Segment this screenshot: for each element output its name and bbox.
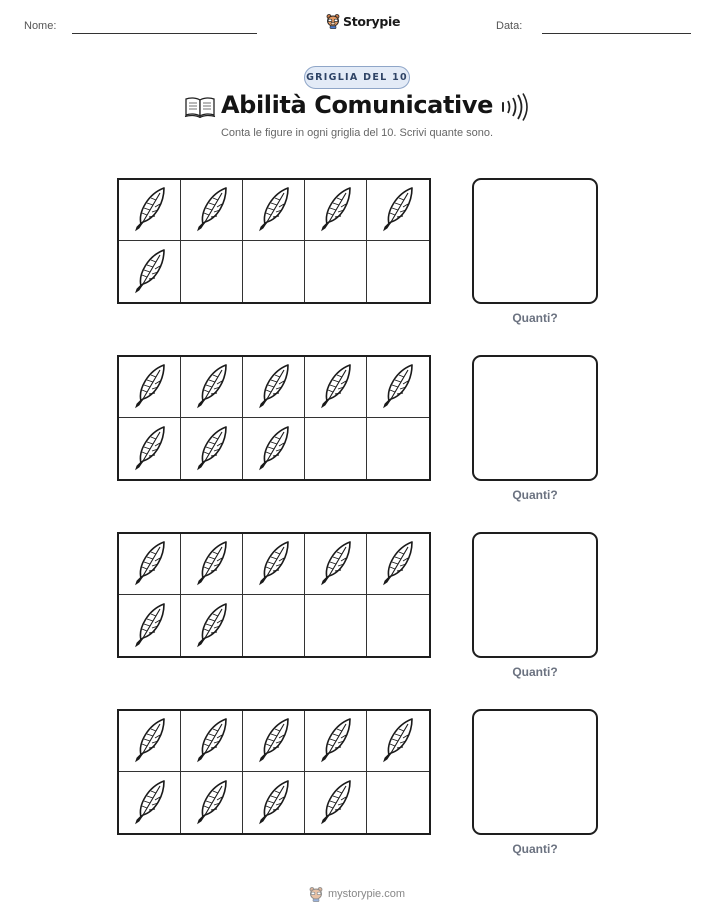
ten-frame bbox=[117, 532, 431, 658]
quill-pen-icon bbox=[130, 777, 170, 829]
quill-pen-icon bbox=[316, 538, 356, 590]
ten-frame bbox=[117, 355, 431, 481]
date-label: Data: bbox=[496, 20, 523, 32]
ten-frame-cell bbox=[305, 534, 367, 595]
quill-pen-icon bbox=[316, 715, 356, 767]
quill-pen-icon bbox=[130, 184, 170, 236]
footer-url: mystorypie.com bbox=[328, 888, 406, 900]
page-title: Abilità Comunicative bbox=[220, 91, 493, 119]
storypie-mascot-icon bbox=[308, 886, 324, 902]
quill-pen-icon bbox=[192, 777, 232, 829]
quill-pen-icon bbox=[130, 600, 170, 652]
quill-pen-icon bbox=[254, 361, 294, 413]
ten-frame-cell bbox=[367, 357, 429, 418]
ten-frame-cell bbox=[119, 595, 181, 656]
quill-pen-icon bbox=[192, 538, 232, 590]
ten-frame-cell bbox=[305, 180, 367, 241]
quill-pen-icon bbox=[254, 423, 294, 475]
quill-pen-icon bbox=[130, 361, 170, 413]
quill-pen-icon bbox=[130, 246, 170, 298]
answer-label: Quanti? bbox=[512, 665, 558, 679]
ten-frame bbox=[117, 709, 431, 835]
quill-pen-icon bbox=[378, 184, 418, 236]
quill-pen-icon bbox=[130, 423, 170, 475]
ten-frame-cell bbox=[243, 357, 305, 418]
ten-frame-cell bbox=[181, 418, 243, 479]
quill-pen-icon bbox=[192, 361, 232, 413]
ten-frame-cell bbox=[181, 772, 243, 833]
ten-frame-cell bbox=[119, 357, 181, 418]
ten-frame-cell bbox=[367, 772, 429, 833]
ten-frame-cell bbox=[305, 711, 367, 772]
ten-frame-cell bbox=[119, 180, 181, 241]
ten-frame-cell bbox=[243, 418, 305, 479]
quill-pen-icon bbox=[254, 715, 294, 767]
ten-frame-cell bbox=[119, 772, 181, 833]
ten-frame-cell bbox=[305, 418, 367, 479]
answer-box[interactable] bbox=[472, 709, 598, 835]
quill-pen-icon bbox=[192, 715, 232, 767]
quill-pen-icon bbox=[192, 423, 232, 475]
ten-frame-cell bbox=[367, 241, 429, 302]
ten-frame bbox=[117, 178, 431, 304]
ten-frame-cell bbox=[305, 241, 367, 302]
answer-box[interactable] bbox=[472, 355, 598, 481]
ten-frame-cell bbox=[119, 711, 181, 772]
quill-pen-icon bbox=[378, 538, 418, 590]
ten-frame-cell bbox=[243, 241, 305, 302]
ten-frame-cell bbox=[181, 534, 243, 595]
answer-label: Quanti? bbox=[512, 488, 558, 502]
quill-pen-icon bbox=[192, 184, 232, 236]
ten-frame-cell bbox=[181, 595, 243, 656]
quill-pen-icon bbox=[316, 361, 356, 413]
name-label: Nome: bbox=[24, 20, 57, 32]
brand-name: Storypie bbox=[343, 13, 401, 29]
quill-pen-icon bbox=[254, 777, 294, 829]
ten-frame-cell bbox=[119, 534, 181, 595]
ten-frame-cell bbox=[367, 595, 429, 656]
ten-frame-cell bbox=[181, 180, 243, 241]
ten-frame-cell bbox=[243, 180, 305, 241]
ten-frame-cell bbox=[181, 357, 243, 418]
ten-frame-cell bbox=[367, 180, 429, 241]
quill-pen-icon bbox=[378, 361, 418, 413]
answer-label: Quanti? bbox=[512, 311, 558, 325]
answer-label: Quanti? bbox=[512, 842, 558, 856]
ten-frame-cell bbox=[367, 534, 429, 595]
ten-frame-cell bbox=[181, 241, 243, 302]
answer-box[interactable] bbox=[472, 178, 598, 304]
ten-frame-cell bbox=[305, 595, 367, 656]
answer-box[interactable] bbox=[472, 532, 598, 658]
quill-pen-icon bbox=[192, 600, 232, 652]
storypie-mascot-icon bbox=[326, 13, 340, 29]
quill-pen-icon bbox=[316, 184, 356, 236]
ten-frame-cell bbox=[367, 711, 429, 772]
quill-pen-icon bbox=[254, 538, 294, 590]
quill-pen-icon bbox=[316, 777, 356, 829]
ten-frame-cell bbox=[243, 595, 305, 656]
date-line[interactable] bbox=[542, 33, 691, 34]
ten-frame-cell bbox=[305, 357, 367, 418]
ten-frame-cell bbox=[243, 772, 305, 833]
ten-frame-cell bbox=[181, 711, 243, 772]
instructions: Conta le figure in ogni griglia del 10. Scrivi quante sono. bbox=[220, 127, 494, 139]
ten-frame-cell bbox=[119, 241, 181, 302]
ten-frame-cell bbox=[367, 418, 429, 479]
sound-waves-icon bbox=[500, 93, 530, 121]
brand-logo bbox=[326, 13, 400, 29]
quill-pen-icon bbox=[378, 715, 418, 767]
ten-frame-cell bbox=[305, 772, 367, 833]
worksheet-type-badge: GRIGLIA DEL 10 bbox=[304, 66, 410, 89]
footer bbox=[308, 886, 405, 902]
ten-frame-cell bbox=[119, 418, 181, 479]
ten-frame-cell bbox=[243, 534, 305, 595]
quill-pen-icon bbox=[130, 715, 170, 767]
quill-pen-icon bbox=[254, 184, 294, 236]
quill-pen-icon bbox=[130, 538, 170, 590]
ten-frame-cell bbox=[243, 711, 305, 772]
name-line[interactable] bbox=[72, 33, 257, 34]
